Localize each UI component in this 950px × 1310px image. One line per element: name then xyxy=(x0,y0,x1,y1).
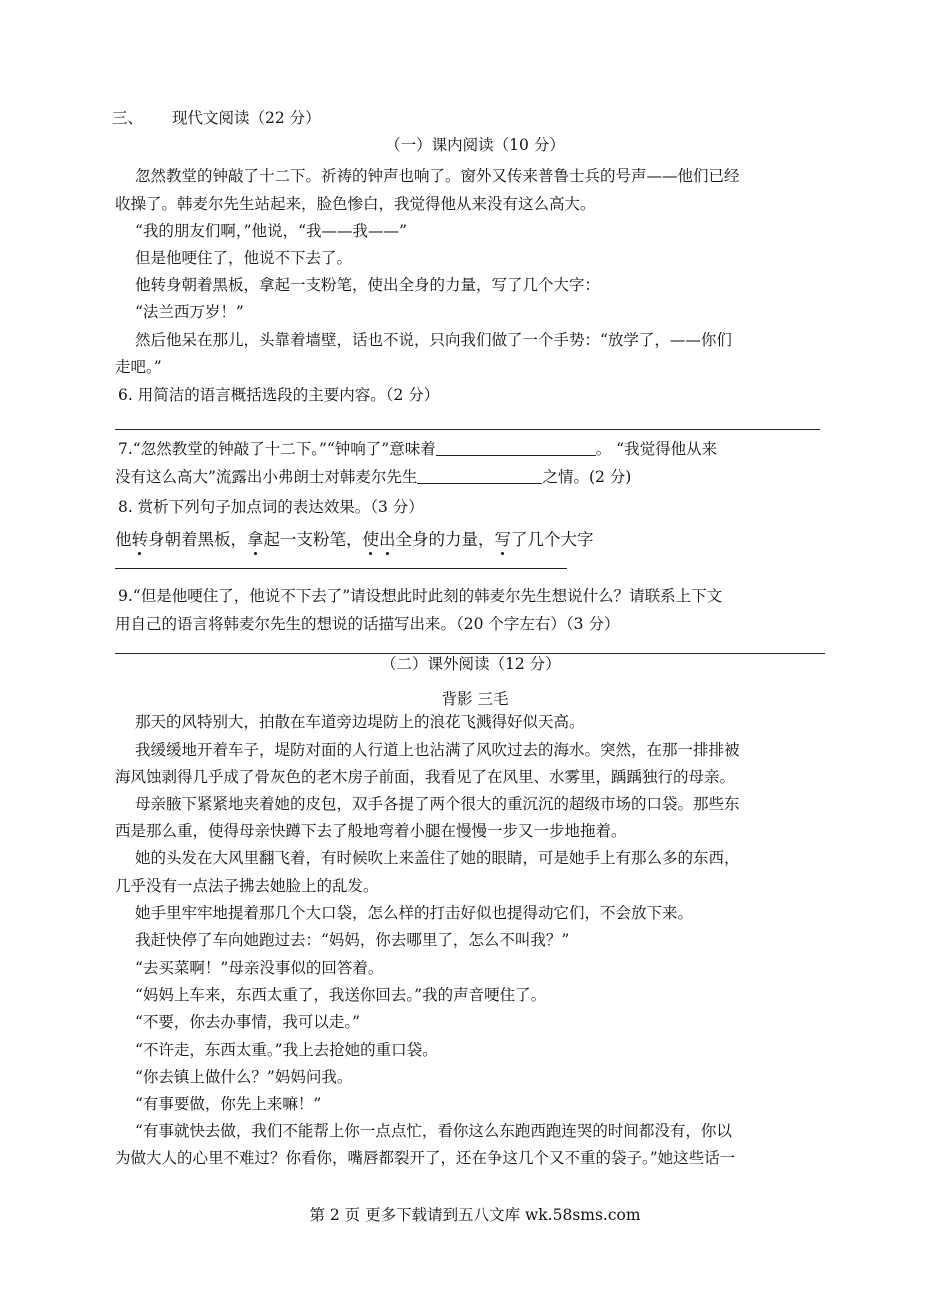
part1-line: “法兰西万岁！” xyxy=(135,303,244,321)
part2-title: （二）课外阅读（12 分） xyxy=(373,654,569,674)
answer-line-q6[interactable] xyxy=(115,429,820,430)
question-9-line2: 用自己的语言将韩麦尔先生的想说的话描写出来。（20 个字左右）（3 分） xyxy=(115,615,620,633)
part1-line: “我的朋友们啊，”他说，“我——我——” xyxy=(135,222,407,240)
sentence-text: 了几个大字 xyxy=(511,530,594,549)
question-8-sentence xyxy=(115,530,594,550)
article-line: 几乎没有一点法子拂去她脸上的乱发。 xyxy=(115,877,379,895)
question-7-text-b: 。 “我觉得他从来 xyxy=(595,440,718,458)
question-7-line1 xyxy=(118,439,717,459)
question-8: 8. 赏析下列句子加点词的表达效果。（3 分） xyxy=(118,498,424,516)
dotted-word: 出 xyxy=(379,530,396,549)
dotted-word: 使 xyxy=(362,530,379,549)
dotted-word: 写 xyxy=(494,530,511,549)
article-line: 那天的风特别大，拍散在车道旁边堤防上的浪花飞溅得好似天高。 xyxy=(135,713,585,731)
article-line: “有事要做，你先上来嘛！” xyxy=(135,1095,322,1113)
article-line: 母亲腋下紧紧地夹着她的皮包，双手各提了两个很大的重沉沉的超级市场的口袋。那些东 xyxy=(135,795,740,813)
section-title: 现代文阅读（22 分） xyxy=(172,109,321,127)
article-line: 海风蚀剥得几乎成了骨灰色的老木房子前面，我看见了在风里、水雾里，踽踽独行的母亲。 xyxy=(115,768,736,786)
article-line: 她手里牢牢地提着那几个大口袋，怎么样的打击好似也提得动它们，不会放下来。 xyxy=(135,904,694,922)
article-line: 我赶快停了车向她跑过去：“妈妈，你去哪里了，怎么不叫我？” xyxy=(135,931,570,949)
article-line: “你去镇上做什么？”妈妈问我。 xyxy=(135,1068,353,1086)
answer-blank-q7-a[interactable] xyxy=(436,439,596,456)
article-line: “妈妈上车来，东西太重了，我送你回去。”我的声音哽住了。 xyxy=(135,986,547,1004)
answer-blank-q7-b[interactable] xyxy=(417,467,542,484)
question-7-text-a: 7.“忽然教堂的钟敲了十二下。”“钟响了”意味着 xyxy=(118,440,436,458)
sentence-text: 身朝着黑板， xyxy=(148,530,247,549)
part1-line: 然后他呆在那儿，头靠着墙壁，话也不说，只向我们做了一个手势：“放学了，——你们 xyxy=(135,331,732,349)
question-9-line1: 9.“但是他哽住了，他说不下去了”请设想此时此刻的韩麦尔先生想说什么？请联系上下文 xyxy=(118,587,723,605)
sentence-text: 他 xyxy=(115,530,132,549)
part1-line: 忽然教堂的钟敲了十二下。祈祷的钟声也响了。窗外又传来普鲁士兵的号声——他们已经 xyxy=(135,167,740,185)
article-title: 背影 三毛 xyxy=(441,690,509,708)
article-line: “不许走，东西太重。”我上去抢她的重口袋。 xyxy=(135,1041,438,1059)
page-footer: 第 2 页 更多下载请到五八文库 wk.58sms.com xyxy=(309,1206,641,1224)
article-line: 我缓缓地开着车子，堤防对面的人行道上也沾满了风吹过去的海水。突然，在那一排排被 xyxy=(135,741,740,759)
question-7-text-d: 之情。(2 分) xyxy=(542,468,632,486)
part1-line: 他转身朝着黑板，拿起一支粉笔，使出全身的力量，写了几个大字： xyxy=(135,276,601,294)
article-line: 西是那么重，使得母亲快蹲下去了般地弯着小腿在慢慢一步又一步地拖着。 xyxy=(115,822,627,840)
sentence-text: 起一支粉笔， xyxy=(263,530,363,549)
section-number: 三、 xyxy=(112,109,144,127)
answer-line-q8[interactable] xyxy=(115,568,567,569)
article-line: 她的头发在大风里翻飞着，有时候吹上来盖住了她的眼睛，可是她手上有那么多的东西， xyxy=(135,849,740,867)
article-line: “有事就快去做，我们不能帮上你一点点忙，看你这么东跑西跑连哭的时间都没有，你以 xyxy=(135,1122,732,1140)
part1-line: 走吧。” xyxy=(115,358,162,376)
dotted-word: 拿 xyxy=(247,530,264,549)
article-line: “去买菜啊！”母亲没事似的回答着。 xyxy=(135,959,384,977)
question-7-text-c: 没有这么高大”流露出小弗朗士对韩麦尔先生 xyxy=(115,468,418,486)
question-7-line2 xyxy=(115,467,631,487)
part1-line: 但是他哽住了，他说不下去了。 xyxy=(135,249,353,267)
article-line: “不要，你去办事情，我可以走。” xyxy=(135,1013,361,1031)
article-line: 为做大人的心里不难过？你看你，嘴唇都裂开了，还在争这几个又不重的袋子。”她这些话一 xyxy=(115,1149,736,1167)
question-6: 6. 用简洁的语言概括选段的主要内容。（2 分） xyxy=(118,386,440,404)
dotted-word: 转 xyxy=(131,530,148,549)
part1-title: （一）课内阅读（10 分） xyxy=(385,136,565,154)
part1-line: 收操了。韩麦尔先生站起来，脸色惨白，我觉得他从来没有这么高大。 xyxy=(115,195,596,213)
sentence-text: 全身的力量， xyxy=(395,530,495,549)
